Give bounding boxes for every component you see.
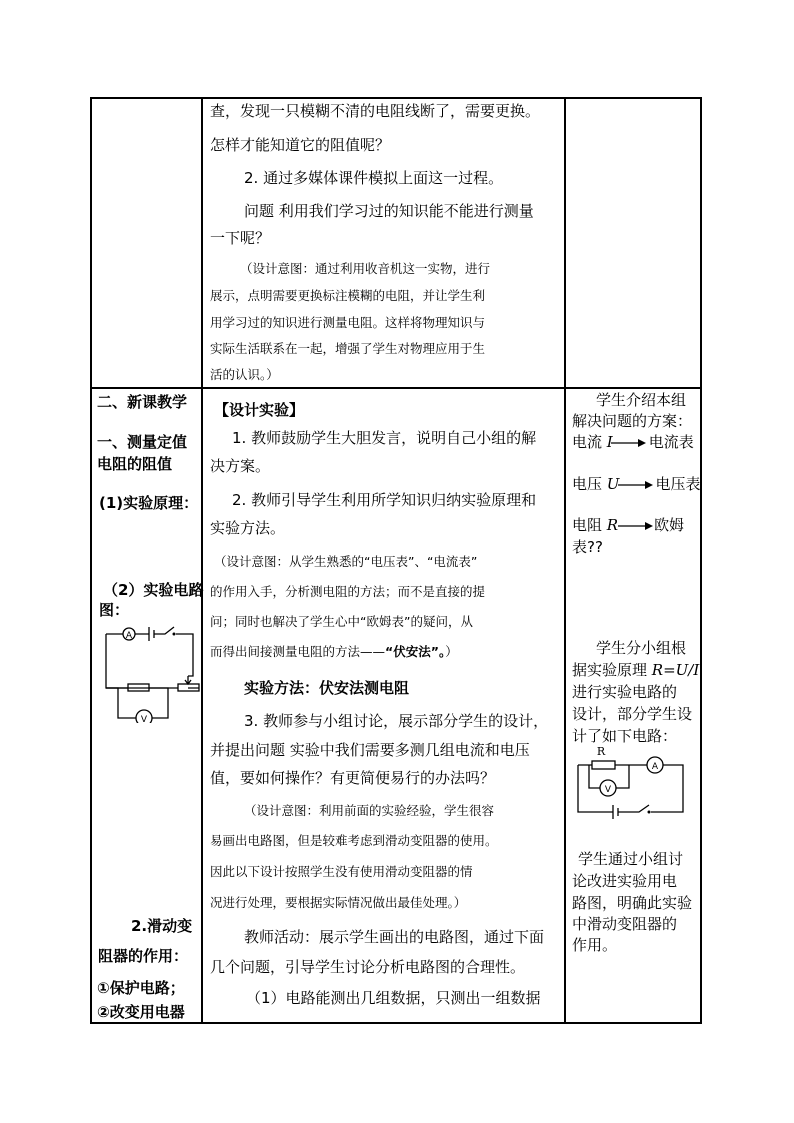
student-design: 进行实验电路的 (572, 683, 678, 701)
resistance-mapping: 电阻 R 欧姆 (572, 516, 685, 534)
intro-line: 查，发现一只模糊不清的电阻线断了，需要更换。 (210, 102, 541, 120)
student-design: 计了如下电路： (572, 727, 678, 745)
student-improvement: 作用。 (572, 936, 618, 954)
design-intent-note: 用学习过的知识进行测量电阻。这样将物理知识与 (210, 315, 486, 330)
teacher-step: 3. 教师参与小组讨论，展示部分学生的设计， (244, 712, 549, 730)
student-intro: 学生介绍本组 (596, 391, 687, 409)
design-intent-note: 的作用入手，分析测电阻的方法；而不是直接的提 (210, 584, 486, 599)
student-improvement: 学生通过小组讨 (578, 850, 684, 868)
discussion-question: （1）电路能测出几组数据，只测出一组数据 (246, 989, 541, 1007)
section-heading: 二、新课教学 (97, 393, 188, 411)
design-intent-note: 易画出电路图，但是较难考虑到滑动变阻器的使用。 (210, 833, 498, 848)
design-intent-note: 况进行处理，要根据实际情况做出最佳处理。） (210, 895, 467, 910)
voltmeter-label: V (140, 715, 148, 723)
circuit-diagram-label: 图： (99, 601, 130, 619)
teacher-step: 2. 教师引导学生利用所学知识归纳实验原理和 (232, 491, 537, 509)
design-intent-note: 而得出间接测量电阻的方法——“伏安法”。） (210, 644, 458, 659)
voltage-mapping: 电压 U 电压表 (572, 475, 701, 493)
circuit-diagram-label: （2）实验电路 (103, 581, 204, 599)
intro-line: 2. 通过多媒体课件模拟上面这一过程。 (244, 169, 504, 187)
design-intent-note: 实际生活联系在一起，增强了学生对物理应用于生 (210, 341, 486, 356)
student-design: 学生分小组根 (596, 639, 687, 657)
column-divider-left (201, 99, 203, 1022)
arrow-right-icon (618, 521, 654, 531)
voltmeter-label: V (604, 785, 612, 795)
voltammetry-term: “伏安法”。 (385, 644, 446, 659)
experiment-method: 实验方法：伏安法测电阻 (244, 679, 410, 697)
rheostat-label: 2.滑动变 (131, 917, 193, 935)
teacher-step: 值，要如何操作？有更简便易行的办法吗？ (210, 769, 496, 787)
teacher-activity: 教师活动：展示学生画出的电路图，通过下面 (244, 928, 545, 946)
left-circuit-diagram (98, 618, 208, 723)
resistor-label: R (596, 745, 606, 758)
student-improvement: 中滑动变阻器的 (572, 915, 678, 933)
student-design: 设计，部分学生设 (572, 705, 693, 723)
student-circuit-diagram (575, 742, 690, 822)
teacher-activity: 几个问题，引导学生讨论分析电路图的合理性。 (210, 958, 526, 976)
arrow-right-icon (611, 438, 647, 448)
teacher-step: 决方案。 (210, 457, 271, 475)
intro-line: 问题 利用我们学习过的知识能不能进行测量 (244, 202, 534, 220)
student-improvement: 论改进实验用电 (572, 872, 678, 890)
column-divider-right (564, 99, 566, 1022)
design-intent-note: 问；同时也解决了学生心中“欧姆表”的疑问，从 (210, 614, 473, 629)
ammeter-label: A (651, 762, 659, 772)
arrow-right-icon (618, 480, 654, 490)
intro-line: 怎样才能知道它的阻值呢？ (210, 136, 391, 154)
experiment-principle-label: (1)实验原理： (99, 494, 199, 512)
student-design: 据实验原理 R=U/I (572, 661, 700, 679)
resistance-mapping: 表?? (572, 538, 603, 556)
subsection-heading: 一、测量定值 (97, 433, 188, 451)
intro-line: 一下呢？ (210, 229, 271, 247)
student-improvement: 路图，明确此实验 (572, 894, 693, 912)
rheostat-role: ①保护电路； (97, 979, 185, 997)
design-intent-note: 展示，点明需要更换标注模糊的电阻，并让学生利 (210, 288, 486, 303)
current-mapping: 电流 I 电流表 (572, 433, 694, 451)
teacher-step: 实验方法。 (210, 519, 286, 537)
ammeter-label: A (125, 631, 133, 641)
rheostat-label: 阻器的作用： (98, 947, 189, 965)
ohms-law-formula: R=U/I (651, 661, 700, 679)
teacher-step: 并提出问题 实验中我们需要多测几组电流和电压 (210, 741, 530, 759)
subsection-heading: 电阻的阻值 (97, 455, 173, 473)
design-experiment-heading: 【设计实验】 (214, 401, 305, 419)
design-intent-note: （设计意图：利用前面的实验经验，学生很容 (244, 803, 495, 818)
row-divider (92, 387, 700, 389)
design-intent-note: （设计意图：通过利用收音机这一实物，进行 (240, 261, 491, 276)
design-intent-note: 因此以下设计按照学生没有使用滑动变阻器的情 (210, 864, 473, 879)
rheostat-role: ②改变用电器 (97, 1003, 185, 1021)
student-intro: 解决问题的方案： (572, 412, 693, 430)
teacher-step: 1. 教师鼓励学生大胆发言，说明自己小组的解 (232, 429, 537, 447)
design-intent-note: 活的认识。） (210, 367, 279, 382)
design-intent-note: （设计意图：从学生熟悉的“电压表”、“电流表” (214, 554, 478, 569)
